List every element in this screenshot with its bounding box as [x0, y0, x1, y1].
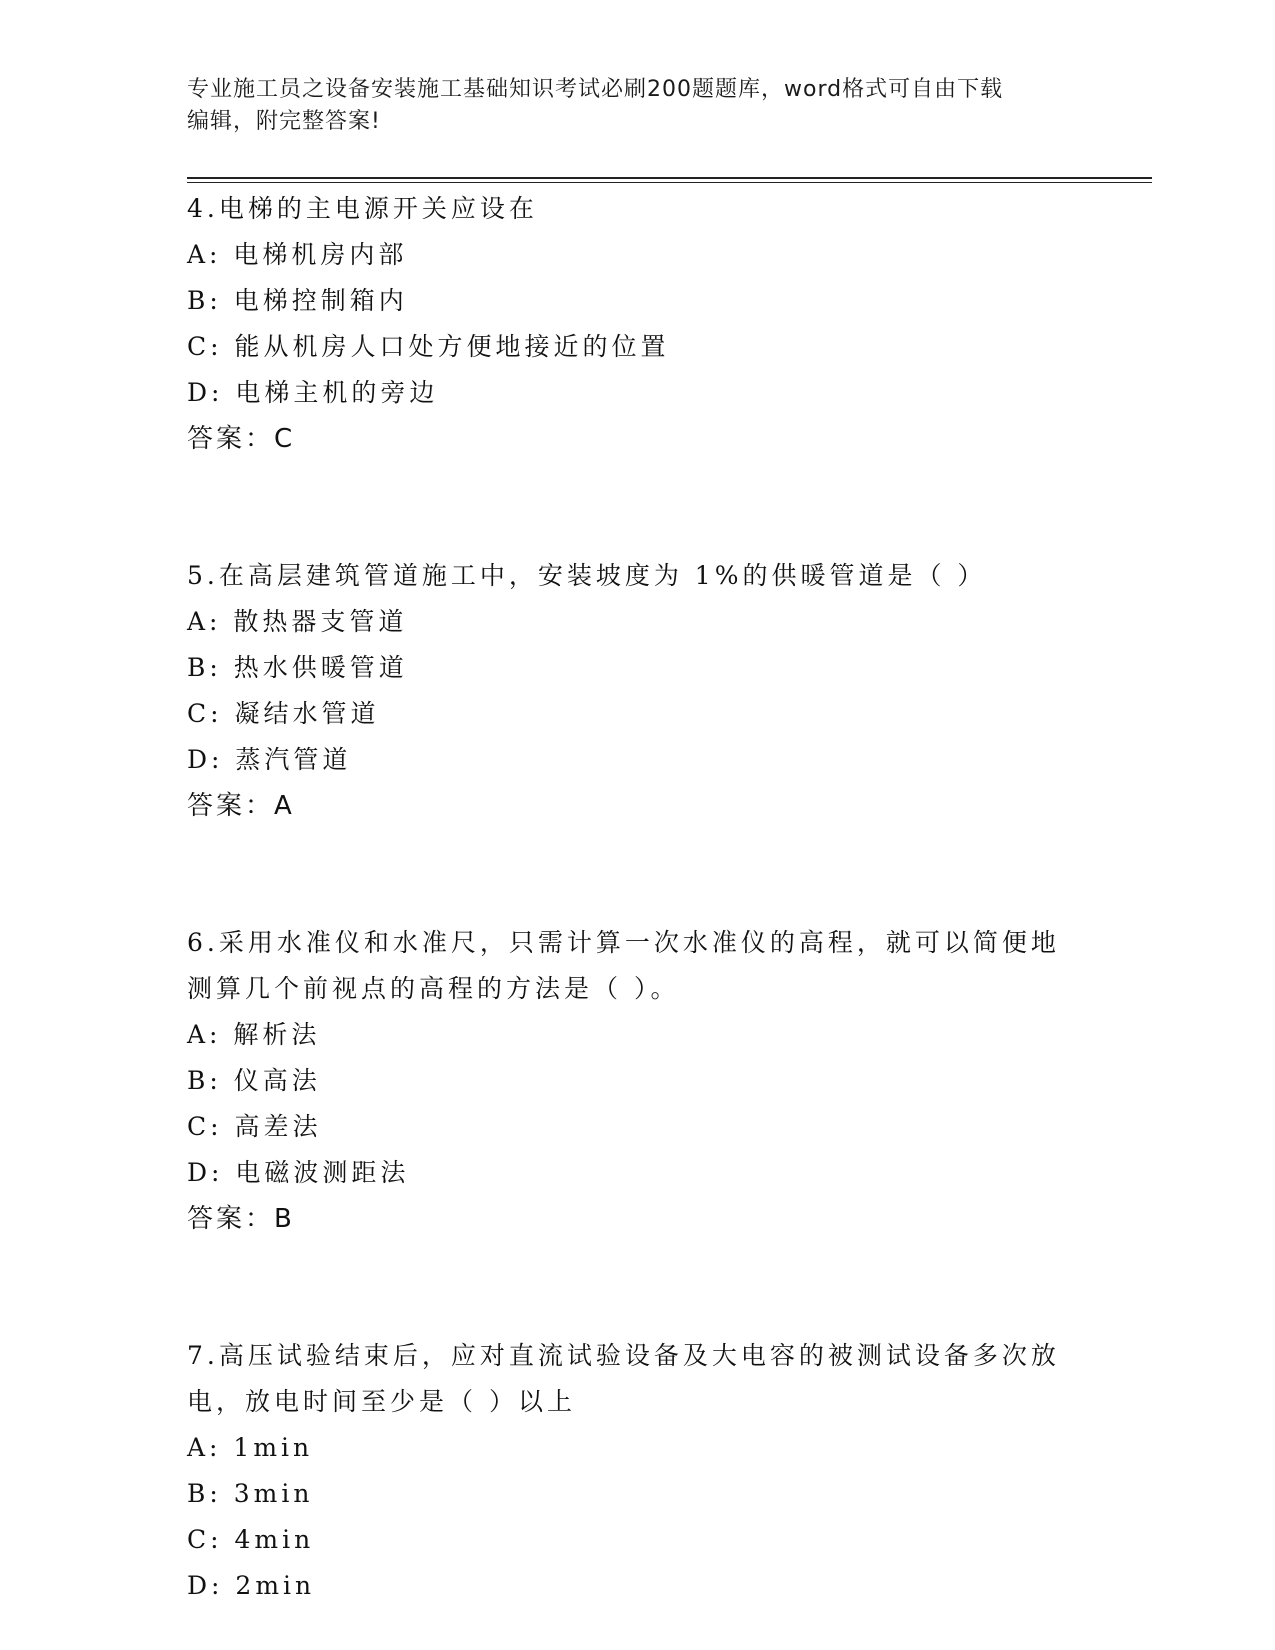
option-c: C: 能从机房人口处方便地接近的位置 — [187, 332, 670, 361]
answer-line: 答案：B — [187, 1204, 295, 1234]
question-stem-continued: 测算几个前视点的高程的方法是（ ）。 — [187, 974, 680, 1003]
option-a: A: 1min — [187, 1433, 314, 1462]
option-c: C: 4min — [187, 1525, 315, 1554]
question-gap — [187, 462, 1107, 553]
option-b: B: 仪高法 — [187, 1066, 321, 1095]
option-c: C: 高差法 — [187, 1112, 322, 1141]
option-a: A: 散热器支管道 — [187, 607, 408, 636]
option-d: D: 蒸汽管道 — [187, 745, 352, 774]
question-stem: 6.采用水准仪和水准尺，只需计算一次水准仪的高程，就可以简便地 — [187, 928, 1060, 957]
header-title-line-2: 编辑，附完整答案! — [187, 109, 381, 134]
header-divider — [187, 177, 1152, 183]
option-a: A: 解析法 — [187, 1020, 321, 1049]
option-d: D: 电梯主机的旁边 — [187, 378, 439, 407]
document-header — [187, 74, 1087, 138]
header-title-line-1: 专业施工员之设备安装施工基础知识考试必刷200题题库，word格式可自由下载 — [187, 77, 1004, 102]
question-gap — [187, 1242, 1107, 1333]
option-d: D: 2min — [187, 1571, 316, 1600]
question-7 — [187, 1333, 1107, 1609]
question-stem: 7.高压试验结束后，应对直流试验设备及大电容的被测试设备多次放 — [187, 1341, 1060, 1370]
question-6 — [187, 920, 1107, 1242]
answer-line: 答案：A — [187, 791, 295, 821]
option-d: D: 电磁波测距法 — [187, 1158, 410, 1187]
question-gap — [187, 829, 1107, 920]
answer-line: 答案：C — [187, 424, 296, 454]
question-list — [187, 186, 1107, 1609]
option-a: A: 电梯机房内部 — [187, 240, 408, 269]
option-b: B: 热水供暖管道 — [187, 653, 408, 682]
option-c: C: 凝结水管道 — [187, 699, 380, 728]
question-stem: 5.在高层建筑管道施工中，安装坡度为 1%的供暖管道是（ ） — [187, 561, 987, 590]
question-stem-continued: 电，放电时间至少是（ ）以上 — [187, 1387, 576, 1416]
question-stem: 4.电梯的主电源开关应设在 — [187, 194, 538, 223]
question-5 — [187, 553, 1107, 829]
option-b: B: 3min — [187, 1479, 314, 1508]
question-4 — [187, 186, 1107, 462]
option-b: B: 电梯控制箱内 — [187, 286, 408, 315]
